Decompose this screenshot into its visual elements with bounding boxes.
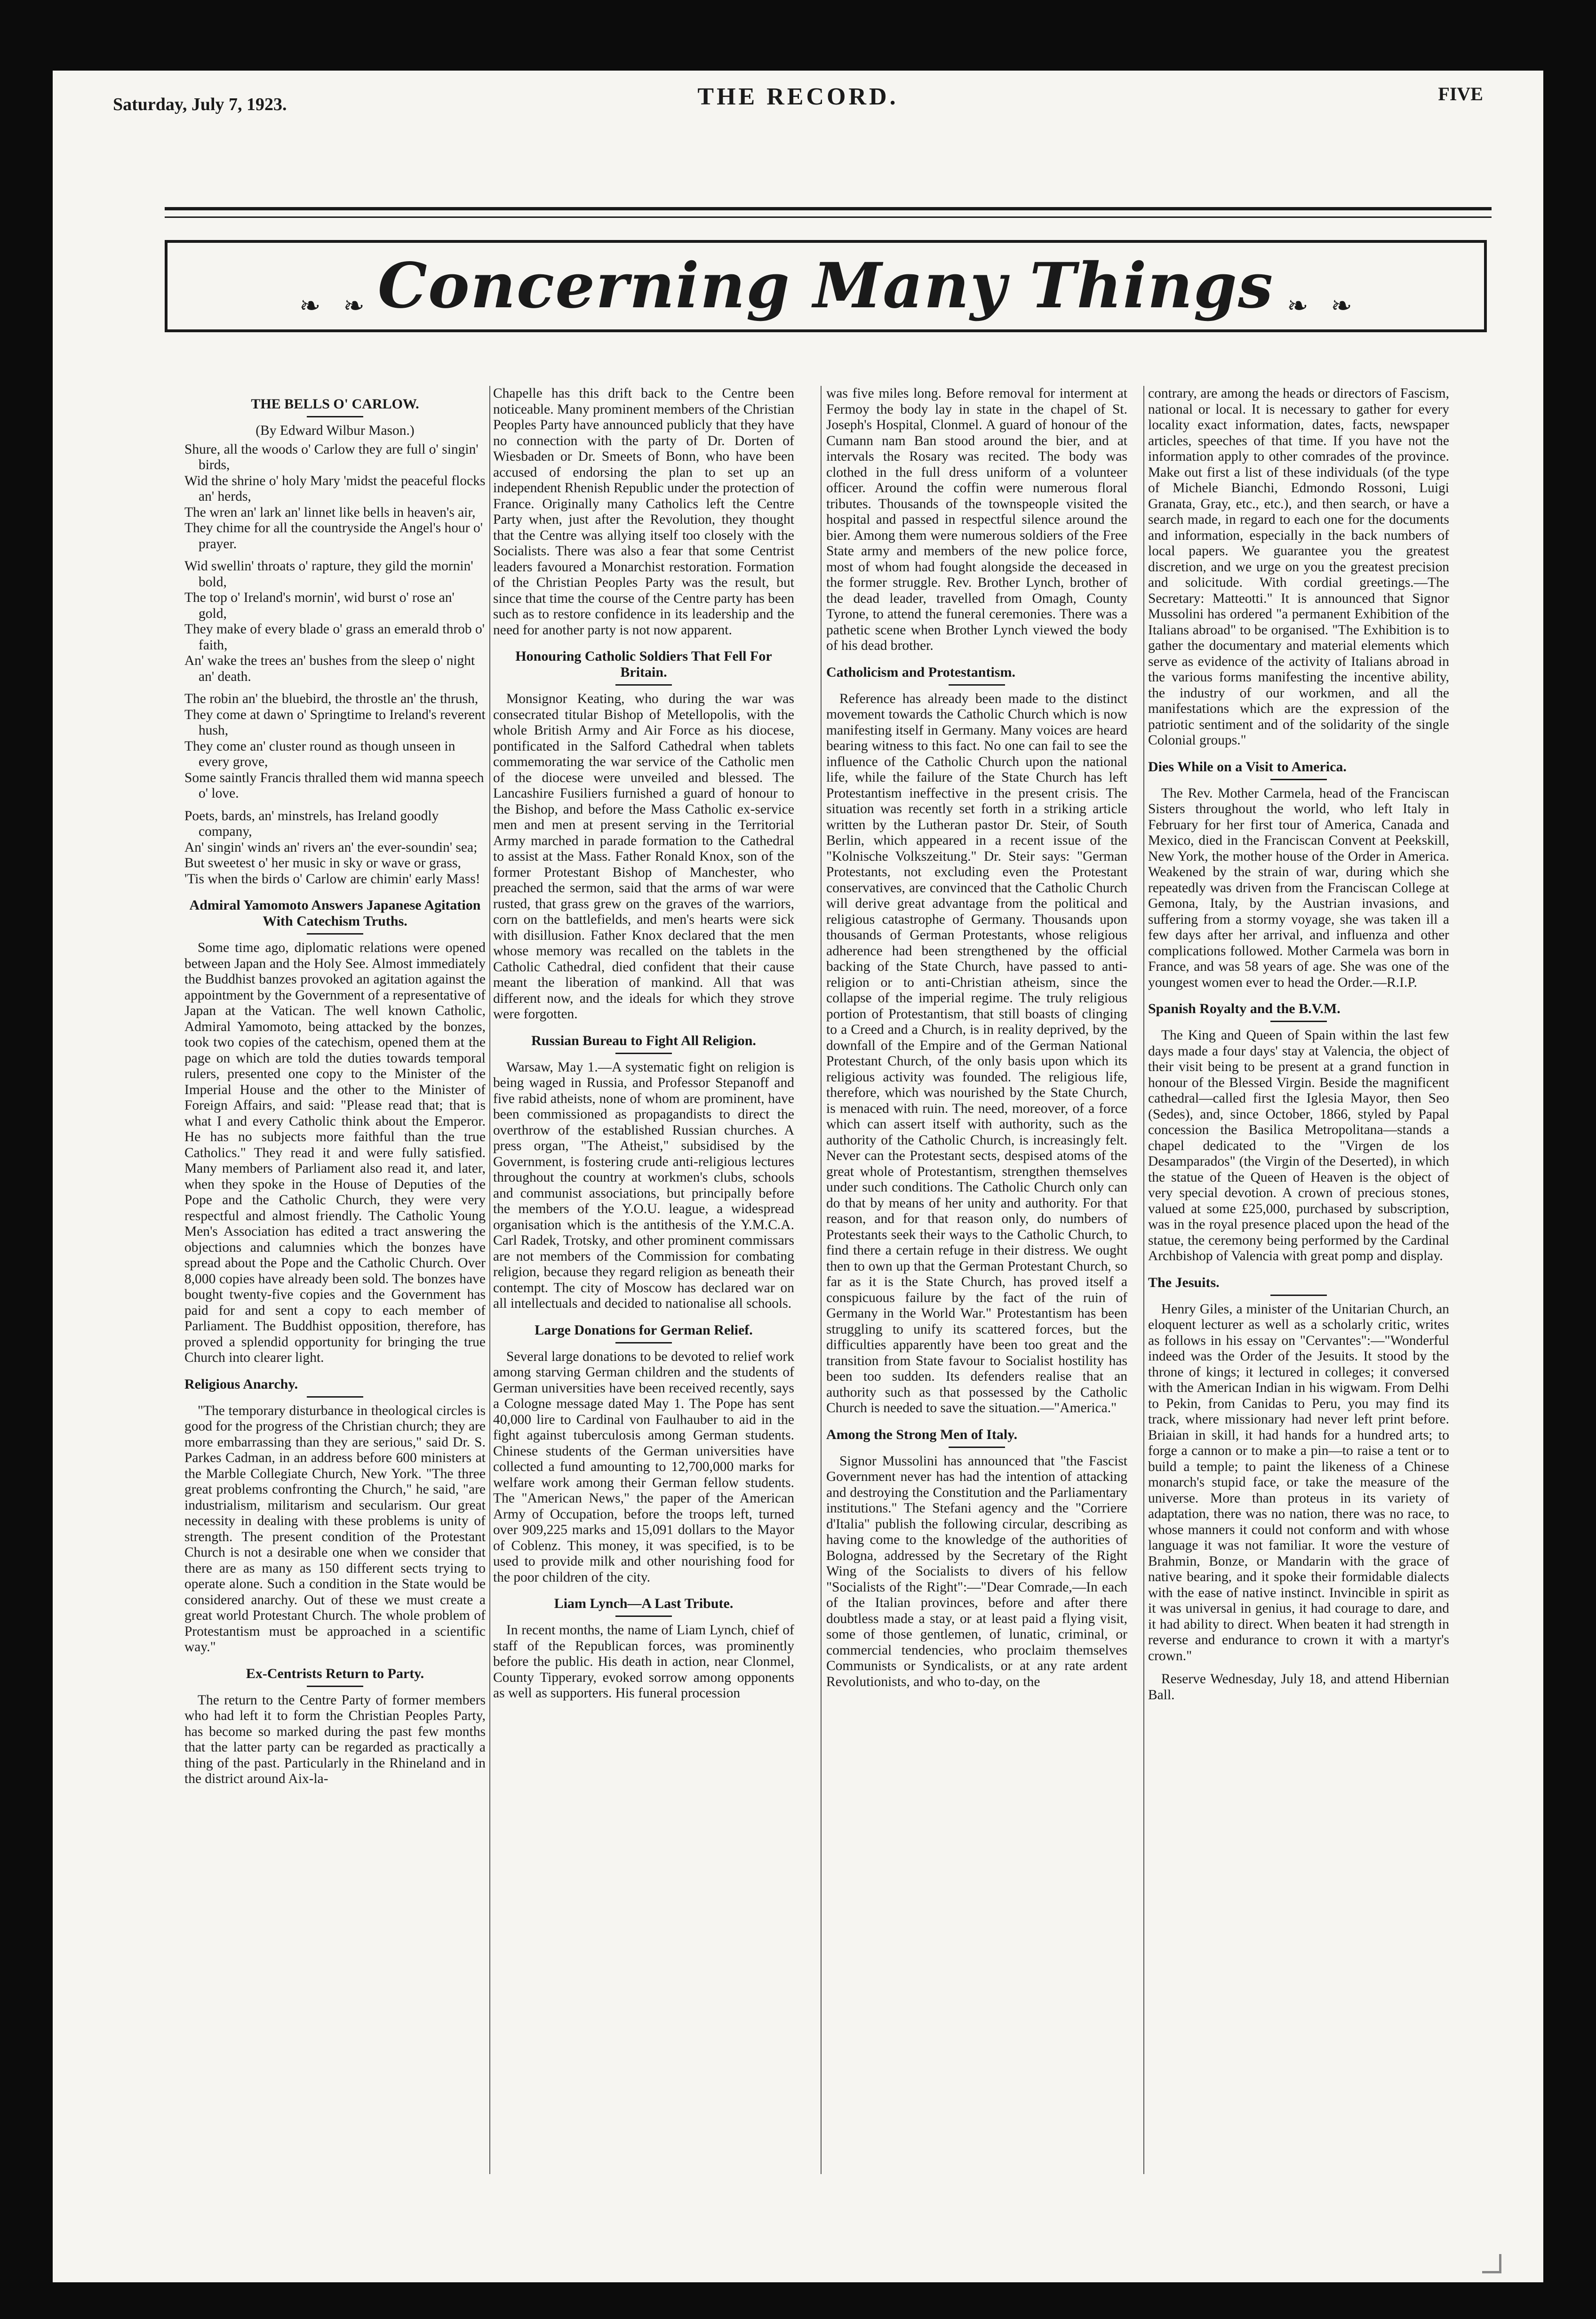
poem-line: The robin an' the bluebird, the throstle an' the thrush, — [184, 691, 479, 706]
section-title: Concerning Many Things — [377, 249, 1274, 322]
column-divider — [821, 386, 822, 2174]
article-headline: Large Donations for German Relief. — [493, 1322, 794, 1343]
article-headline: Spanish Royalty and the B.V.M. — [1148, 1001, 1449, 1022]
article-body: In recent months, the name of Liam Lynch, chief of staff of the Republican forces, was prominently before the public. His death in action, near Clonmel, County Tipperary, evoked sorrow among opponents as well as supporters. His funeral procession — [493, 1623, 794, 1701]
article-headline: Religious Anarchy. — [184, 1376, 486, 1398]
poem-line: They chime for all the countryside the Angel's hour o' prayer. — [184, 520, 483, 552]
article-body: Warsaw, May 1.—A systematic fight on religion is being waged in Russia, and Professor Stepanoff and five rabid atheists, none of whom are prominent, have been commissioned as propagandists to direct the overthrow of the established Russian churches. A press organ, "The Atheist," subsidised by the Government, is fostering crude anti-religious lectures throughout the country at workmen's clubs, schools and communist associations, but principally before the members of the Y.O.U. league, a widespread organisation which is the antithesis of the Y.M.C.A. Carl Radek, Trotsky, and other prominent commissars are not members of the Commission for combating religion, because they regard religion as beneath their contempt. The city of Moscow has declared war on all intellectuals and decided to nationalise all schools. — [493, 1059, 794, 1311]
column-divider — [1143, 386, 1144, 2174]
article-headline: Among the Strong Men of Italy. — [826, 1427, 1127, 1448]
page-number: FIVE — [1438, 83, 1483, 104]
poem-stanza — [184, 808, 486, 888]
poem-line: But sweetest o' her music in sky or wave or grass, — [184, 856, 461, 871]
article-body: Some time ago, diplomatic relations were opened between Japan and the Holy See. Almost immediately the Buddhist banzes provoked an agitation against the appointment by the Government of a representative of Japan at the Vatican. The well known Catholic, Admiral Yamomoto, being attacked by the bonzes, took two copies of the catechism, opened them at the page on which are told the duties towards temporal rulers, presented one copy to the Minister of the Imperial House and the other to the Minister of Foreign Affairs, and said: "Please read that; that is what I and every Catholic think about the Emperor. He has no subjects more faithful than the true Catholics." They read it and were fully satisfied. Many members of Parliament also read it, and later, when they spoke in the House of Deputies of the Pope and the Catholic Church, they were very respectful and almost friendly. The Catholic Young Men's Association has edited a tract answering the objections and calumnies which the bonzes have spread about the Pope and the Catholic Church. Over 8,000 copies have already been sold. The bonzes have bought twenty-five copies and the Government has paid for and sent a copy to each member of Parliament. The Buddhist opposition, therefore, has proved a splendid opportunity for bringing the true Church into clearer light. — [184, 940, 486, 1365]
poem-stanza — [184, 442, 486, 552]
article-headline: Ex-Centrists Return to Party. — [184, 1666, 486, 1687]
poem-line: Poets, bards, an' minstrels, has Ireland goodly company, — [184, 808, 439, 839]
header-rule — [165, 207, 1492, 210]
article-body: The King and Queen of Spain within the last few days made a four days' stay at Valencia, the object of their visit being to be present at a grand function in honour of the Blessed Virgin. Beside the magnificent cathedral—called first the Iglesia Mayor, then Seo (Sedes), and, since October, 1866, styled by Papal concession the Basilica Metropolitana—stands a chapel dedicated to the "Virgen de los Desamparados" (the Virgin of the Deserted), in which the statue of the Queen of Heaven is the object of very special devotion. A crown of precious stones, valued at some £25,000, purchased by subscription, was in the royal presence placed upon the head of the statue, the ceremony being performed by the Cardinal Archbishop of Valencia with great pomp and display. — [1148, 1028, 1449, 1263]
leaf-ornament-icon: ❧ — [1287, 291, 1309, 320]
column-1 — [184, 386, 486, 1787]
poem-byline: (By Edward Wilbur Mason.) — [255, 423, 415, 438]
poem-stanza — [184, 691, 486, 802]
leaf-ornament-icon: ❧ — [343, 291, 365, 320]
article-body: Several large donations to be devoted to relief work among starving German children and the students of German universities have been received recently, says a Cologne message dated May 1. The Pope has sent 40,000 lire to Cardinal von Faulhauber to aid in the fight against tuberculosis among German students. Chinese students of the German universities have collected a fund amounting to 12,700,000 marks for welfare work among their German fellow students. The "American News," the paper of the American Army of Occupation, before the troops left, turned over 909,225 marks and 15,091 dollars to the Mayor of Coblenz. This money, it was specified, is to be used to provide milk and other nourishing food for the poor children of the city. — [493, 1349, 794, 1585]
article-body: The Rev. Mother Carmela, head of the Franciscan Sisters throughout the world, who left Italy in February for her first tour of America, Canada and Mexico, died in the Franciscan Convent at Peekskill, New York, the mother house of the Order in America. Weakened by the strain of war, during which she repeatedly was driven from the Franciscan College at Gemona, Italy, by the Austrian invasions, and suffering from a stormy voyage, she was taken ill a few days after her arrival, and influenza and other complications followed. Mother Carmela was born in France, and was 58 years of age. She was one of the youngest women ever to head the Order.—R.I.P. — [1148, 785, 1449, 990]
crop-mark — [1482, 2254, 1501, 2273]
poem-line: Shure, all the woods o' Carlow they are full o' singin' birds, — [184, 441, 479, 472]
poem-line: 'Tis when the birds o' Carlow are chimin' early Mass! — [184, 871, 480, 887]
column-2 — [493, 386, 794, 1702]
poem-line: An' wake the trees an' bushes from the sleep o' night an' death. — [184, 653, 475, 684]
article-body: Monsignor Keating, who during the war was consecrated titular Bishop of Metellopolis, with the whole British Army and Air Force as his diocese, pontificated in the Salford Cathedral when tablets commemorating the war service of the Catholic men of the diocese were unveiled and blessed. The Lancashire Fusiliers furnished a guard of honour to the Bishop, and before the Mass Catholic ex-service men and men at present serving in the Territorial Army marched in parade formation to the Cathedral to assist at the Mass. Father Ronald Knox, son of the former Protestant Bishop of Manchester, who preached the sermon, said that the arms of war were rusted, that grass grew on the graves of the warriors, corn on the battlefields, and men's hearts were sick with disillusion. Father Knox declared that the men whose memory was recalled on the tablets in the Catholic Cathedral, died confident that their cause meant the liberation of mankind. All that was different now, and the ideals for which they strove were forgotten. — [493, 691, 794, 1022]
poem-line: They come at dawn o' Springtime to Ireland's reverent hush, — [184, 707, 486, 738]
article-headline: Catholicism and Protestantism. — [826, 664, 1127, 686]
event-notice: Reserve Wednesday, July 18, and attend Hibernian Ball. — [1148, 1671, 1449, 1703]
poem-line: Wid the shrine o' holy Mary 'midst the peaceful flocks an' herds, — [184, 473, 486, 504]
poem-line: Wid swellin' throats o' rapture, they gild the mornin' bold, — [184, 559, 473, 590]
header-rule-thin — [165, 216, 1492, 218]
article-headline: Admiral Yamomoto Answers Japanese Agitation With Catechism Truths. — [184, 897, 486, 935]
article-body: Reference has already been made to the distinct movement towards the Catholic Church which is now manifesting itself in Germany. Many voices are heard bearing witness to this fact. No one can fail to see the influence of the Catholic Church upon the national life, while the failure of the State Church has left Protestantism ineffective in the present crisis. The situation was recently set forth in a striking article written by the Lutheran pastor Dr. Steir, of South Berlin, which appeared in a recent issue of the "Kolnische Volkszeitung." Dr. Steir says: "German Protestants, not excluding even the Protestant conservatives, are convinced that the Catholic Church will derive great advantage from the political and religious catastrophe of Germany. Thousands upon thousands of German Protestants, whose religious adherence had been strengthened by the official backing of the State Church, have passed to anti-religion or to anti-Christian atheism, since the collapse of the imperial regime. The truly religious portion of Protestantism, that still boasts of clinging to a Creed and a Church, is in reality deprived, by the downfall of the Empire and of the German National Protestant Church, of the only basis upon which its religious activity was founded. The religious life, therefore, which was nourished by the State Church, is menaced with ruin. The need, moreover, of a force which can assert itself with authority, such as the authority of the Catholic Church, is increasingly felt. Never can the Protestant sects, despised atoms of the great whole of Protestantism, strengthen themselves under such conditions. The Catholic Church only can do that by means of her unity and authority. For that reason, and for that reason only, do numbers of Protestants seek their ways to the Catholic Church, to find there a certain refuge in their distress. We ought then to own up that the German Protestant Church, so far as it is the State Church, has proved itself a conspicuous failure by the fact of the ruin of Germany in the World War." Protestantism has been struggling to unify its scattered forces, but the difficulties apparently have been too great and the transition from State favour to Socialist hostility has been too sudden. Its defenders realise that an authority such as that possessed by the Catholic Church is needed to save the situation.—"America." — [826, 691, 1127, 1415]
leaf-ornament-icon: ❧ — [299, 291, 321, 320]
column-divider — [489, 386, 490, 2174]
article-body: Signor Mussolini has announced that "the Fascist Government never has had the intention of attacking and destroying the Constitution and the Parliamentary institutions." The Stefani agency and the "Corriere d'Italia" publish the following circular, describing as having come to the knowledge of the authorities of Bologna, addressed by the Secretary of the Right Wing of the Socialists to divers of his fellow "Socialists of the Right":—"Dear Comrade,—In each of the Italian provinces, before and after there doubtless made a stay, or at least paid a flying visit, some of those gentlemen, of lunatic, criminal, or commercial tendencies, who proclaim themselves Communists or Syndicalists, or at any rate ardent Revolutionists, and who to-day, on the — [826, 1453, 1127, 1689]
poem-line: An' singin' winds an' rivers an' the ever-soundin' sea; — [184, 840, 478, 855]
article-headline: Dies While on a Visit to America. — [1148, 759, 1449, 780]
article-continuation: contrary, are among the heads or directors of Fascism, national or local. It is necessary to gather for every locality exact information, dates, facts, newspaper articles, speeches of that time. If you have not the information apply to other comrades of the province. Make out first a list of these individuals (of the type of Michele Bianchi, Edmondo Rossoni, Luigi Granata, Gray, etc., etc.), and then search, or have a search made, in regard to each one for the documents and information, especially in the back numbers of local papers. We guarantee you the greatest discretion, and we urge on you the greatest precision and solicitude. With cordial greetings.—The Secretary: Matteotti." It is announced that Signor Mussolini has ordered "a permanent Exhibition of the Italians abroad" to be organised. "The Exhibition is to gather the documentary and material elements which serve as evidence of the activity of Italians abroad in the various forms manifesting the incentive ability, the industry of our workmen, and all the manifestations which are the expression of the patriotic sentiment and of the solidarity of the single Colonial groups." — [1148, 386, 1449, 748]
article-body: "The temporary disturbance in theological circles is good for the progress of the Christian church; they are more embarrassing than they are serious," said Dr. S. Parkes Cadman, in an address before 600 ministers at the Marble Collegiate Church, New York. "The three great problems confronting the Church," he said, "are industrialism, militarism and secularism. Our great necessity in dealing with these problems is unity of strength. The present condition of the Protestant Church is not a desirable one when we consider that there are as many as 150 different sects trying to operate alone. Such a condition in the State would be considered anarchy. Out of these we must create a great world Protestant Church. The whole problem of Protestantism must be approached in a scientific way." — [184, 1403, 486, 1655]
poem-line: The wren an' lark an' linnet like bells in heaven's air, — [184, 504, 476, 520]
article-body: Henry Giles, a minister of the Unitarian Church, an eloquent lecturer as well as a scholarly critic, writes as follows in his essay on "Cervantes":—"Wonderful indeed was the Order of the Jesuits. It stood by the throne of kings; it lectured in colleges; it conversed with the American Indian in his wigwam. From Delhi to Pekin, from Canidas to Peru, you may find its track, where missionary had never left print before. Briaian in skill, it had hands for a hundred arts; to forge a cannon or to make a pin—to raise a tent or to build a temple; to paint the likeness of a Chinese monarch's stupid face, or take the measure of the universe. More than proteus in its variety of adaptation, there was no nation, there was no race, to whose manners it could not conform and with whose language it was not familiar. It wore the vesture of Brahmin, Bonze, or Mandarin with the grace of native bearing, and it spoke their formidable dialects with the ease of native instinct. Invincible in spirit as it was universal in genius, it had courage to dare, and it had ability to direct. When beaten it had strength in reverse and endurance to crown it with a martyr's crown." — [1148, 1301, 1449, 1663]
poem-line: Some saintly Francis thralled them wid manna speech o' love. — [184, 770, 484, 801]
article-headline: Honouring Catholic Soldiers That Fell For Britain. — [493, 648, 794, 686]
article-body: The return to the Centre Party of former members who had left it to form the Christian Peoples Party, has become so marked during the past few months that the latter party can be regarded as practically a thing of the past. Particularly in the Rhineland and in the district around Aix-la- — [184, 1692, 486, 1786]
article-headline: Liam Lynch—A Last Tribute. — [493, 1596, 794, 1617]
issue-date: Saturday, July 7, 1923. — [113, 95, 287, 114]
leaf-ornament-icon: ❧ — [1331, 291, 1352, 320]
article-headline: Russian Bureau to Fight All Religion. — [493, 1033, 794, 1054]
article-headline: The Jesuits. — [1148, 1275, 1449, 1296]
poem-stanza — [184, 559, 486, 685]
poem-line: They come an' cluster round as though unseen in every grove, — [184, 738, 455, 769]
column-3 — [826, 386, 1127, 1690]
article-continuation: Chapelle has this drift back to the Centre been noticeable. Many prominent members of the Christian Peoples Party have announced publicly that they have no connection with the party of Dr. Dorten of Wiesbaden or Dr. Smeets of Bonn, who have been accused of endorsing the plan to set up an independent Rhenish Republic under the protection of France. Originally many Catholics left the Centre Party when, just after the Revolution, they thought that the Centre was allying itself too closely with the Socialists. There was also a fear that some Centrist leaders favoured a Monarchist restoration. Formation of the Christian Peoples Party was the result, but since that time the course of the Centre party has been such as to restore confidence in its leadership and the need for another party is not now apparent. — [493, 386, 794, 638]
article-continuation: was five miles long. Before removal for interment at Fermoy the body lay in state in the chapel of St. Joseph's Hospital, Clonmel. A guard of honour of the Cumann nam Ban stood around the bier, and at intervals the Rosary was recited. The body was clothed in the full dress uniform of a volunteer officer. Around the coffin were numerous floral tributes. Thousands of the townspeople visited the hospital and passed in respectful silence around the bier. Among them were numerous soldiers of the Free State army and members of the new police force, most of whom had fought alongside the deceased in the former struggle. Rev. Brother Lynch, brother of the dead leader, travelled from Omagh, County Tyrone, to attend the funeral ceremonies. There was a pathetic scene when Brother Lynch viewed the body of his dead brother. — [826, 386, 1127, 653]
poem-line: The top o' Ireland's mornin', wid burst o' rose an' gold, — [184, 590, 455, 621]
poem-body — [184, 442, 486, 888]
newspaper-title: THE RECORD. — [697, 83, 899, 110]
poem-line: They make of every blade o' grass an emerald throb o' faith, — [184, 622, 485, 653]
column-4 — [1148, 386, 1449, 1703]
section-banner — [165, 240, 1487, 332]
poem-title: THE BELLS O' CARLOW. — [184, 396, 486, 417]
